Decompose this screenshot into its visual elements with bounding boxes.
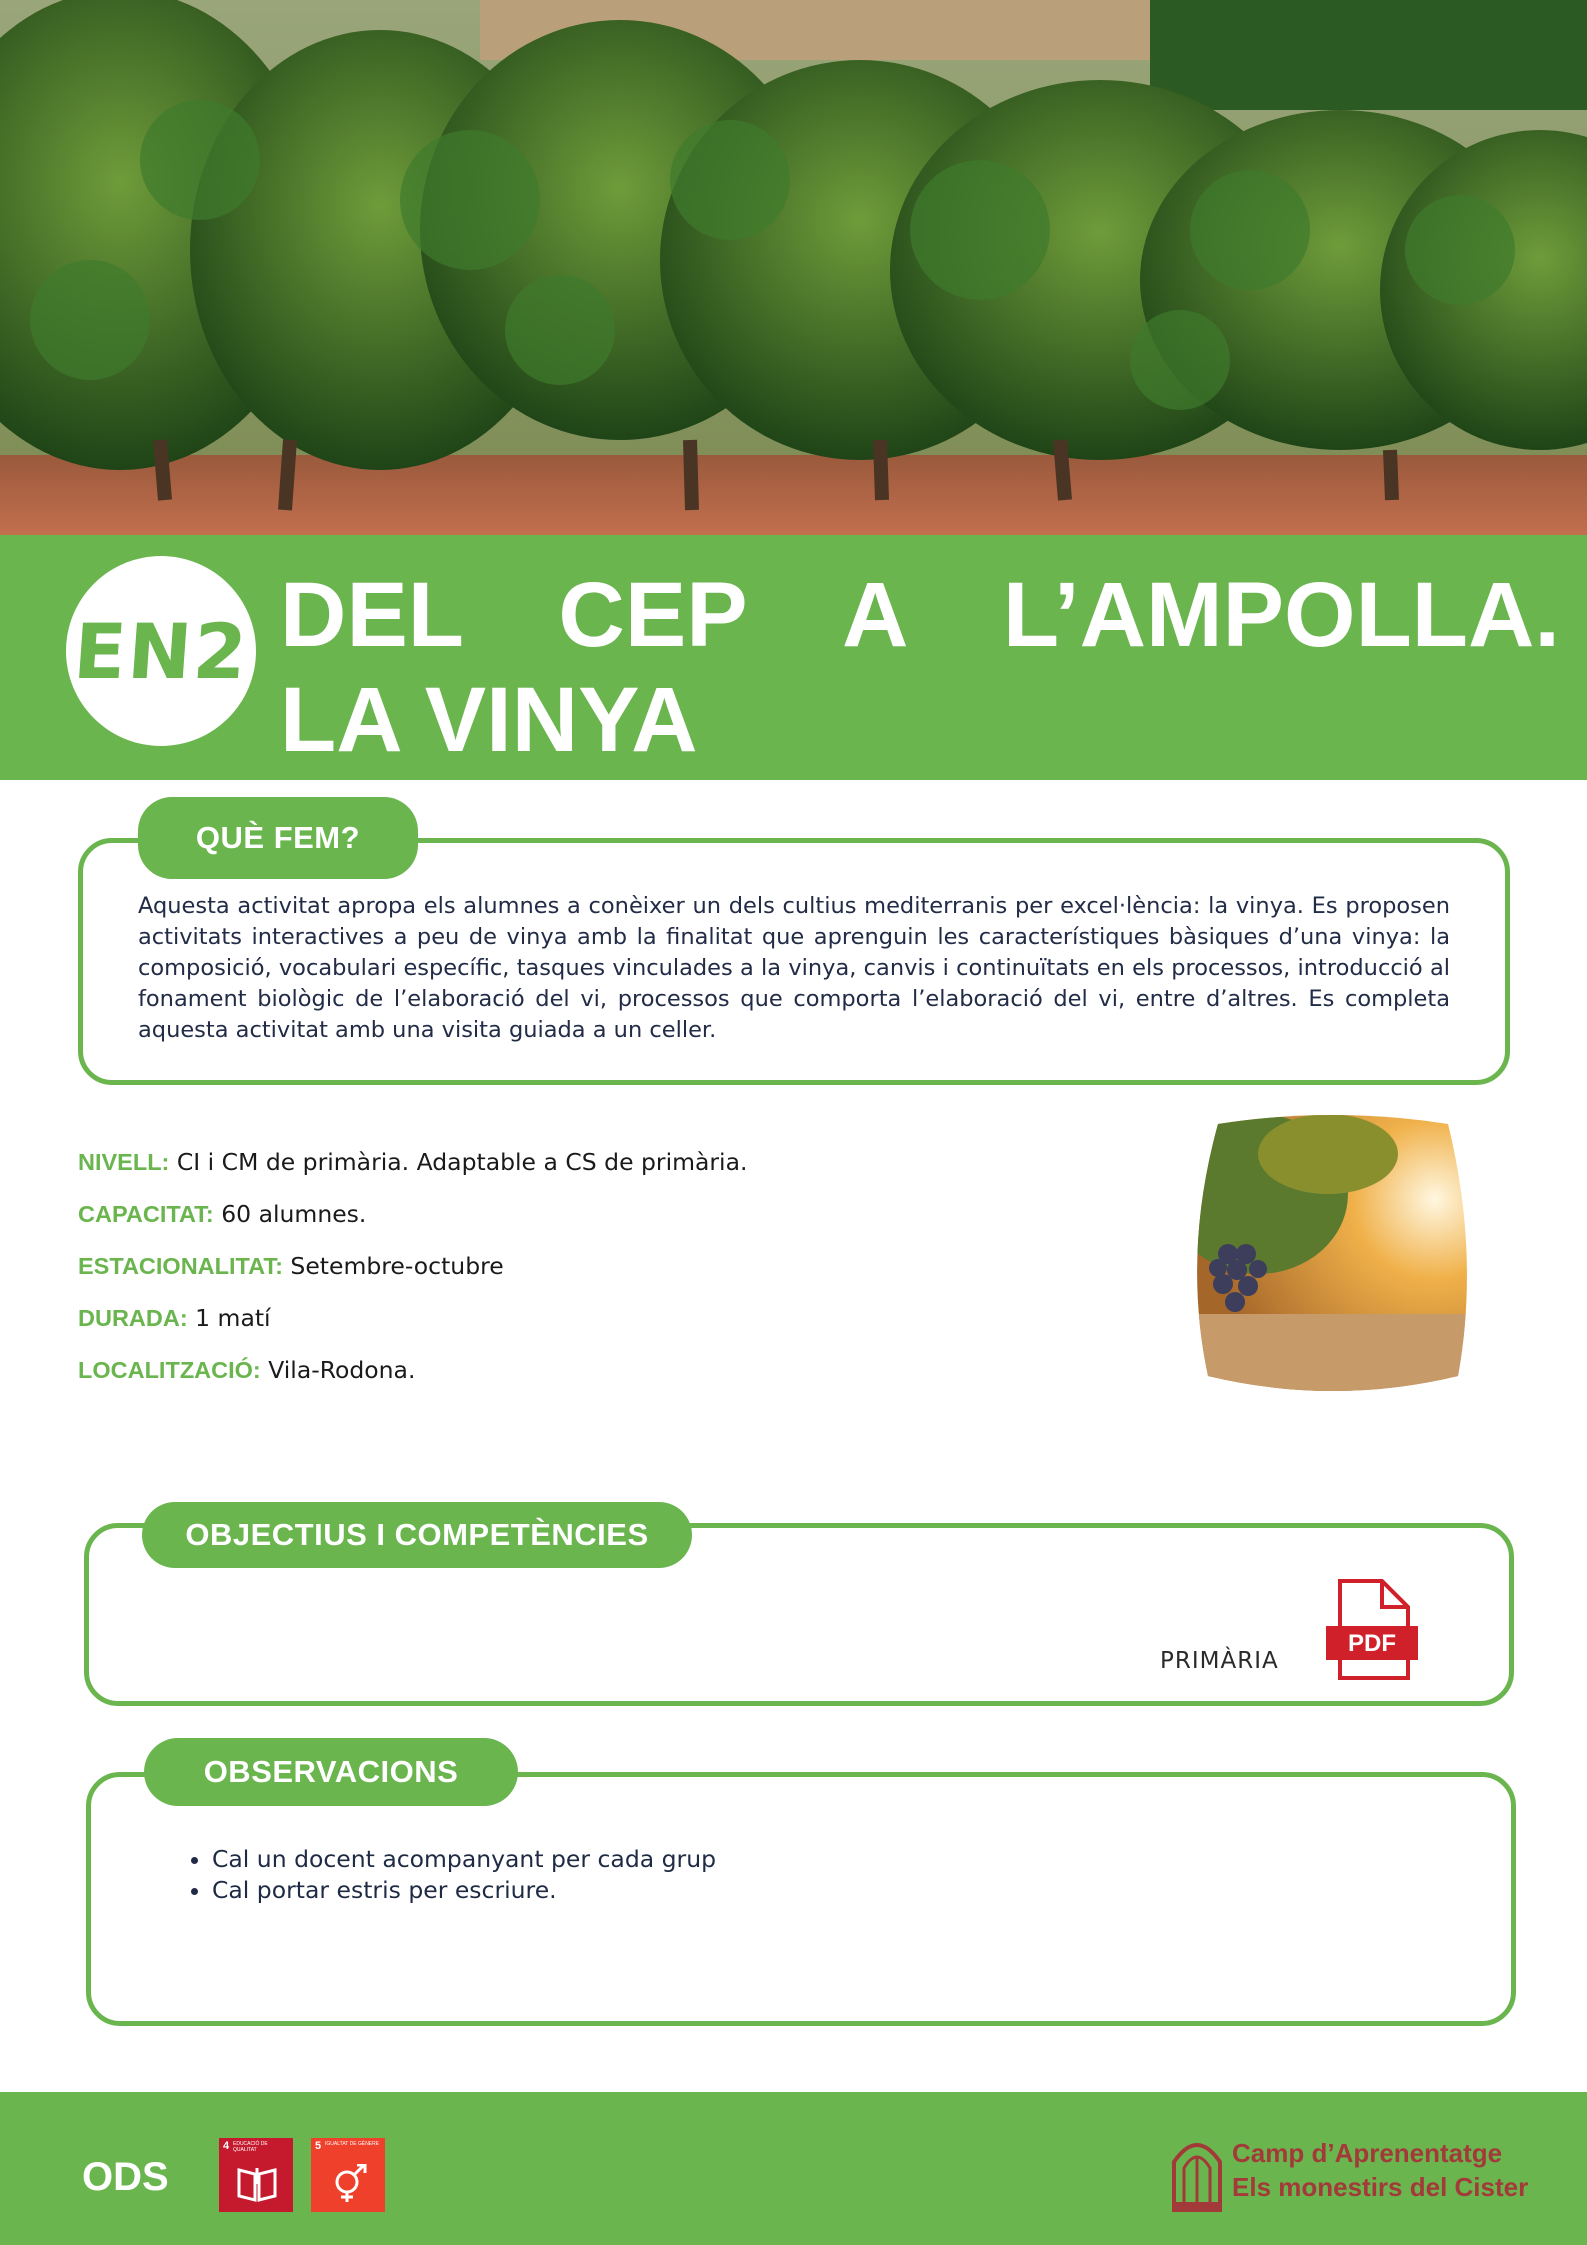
que-fem-heading: QUÈ FEM? <box>138 797 418 879</box>
pdf-text: PDF <box>1348 1630 1396 1657</box>
org-name-line-1: Camp d’Aprenentatge <box>1232 2138 1503 2168</box>
info-key: DURADA: <box>78 1305 188 1331</box>
info-key: LOCALITZACIÓ: <box>78 1357 261 1383</box>
org-name-line-2: Els monestirs del Cister <box>1232 2172 1529 2202</box>
info-key: CAPACITAT: <box>78 1201 214 1227</box>
info-value: Setembre-octubre <box>282 1252 504 1280</box>
observacions-heading: OBSERVACIONS <box>144 1738 518 1806</box>
info-value: CI i CM de primària. Adaptable a CS de primària. <box>169 1148 748 1176</box>
hero-vineyard-photo <box>0 0 1587 535</box>
title-word: L’AMPOLLA. <box>1002 564 1560 666</box>
list-item: • Cal portar estris per escriure. <box>212 1875 716 1906</box>
info-localitzacio <box>78 1356 415 1384</box>
observacions-list <box>182 1844 716 1906</box>
gender-equality-icon <box>329 2164 369 2204</box>
sdg-caption: EDUCACIÓ DE QUALITAT <box>233 2141 268 2153</box>
title-word: DEL <box>280 564 464 666</box>
sdg-number: 5 <box>315 2140 322 2152</box>
title-word: A <box>842 564 909 666</box>
info-value: 1 matí <box>187 1304 271 1332</box>
vineyard-illustration <box>0 0 1587 535</box>
book-icon <box>237 2164 277 2204</box>
activity-code: EN2 <box>70 606 252 696</box>
grapes-photo <box>1188 1114 1478 1398</box>
que-fem-text: Aquesta activitat apropa els alumnes a conèixer un dels cultius mediterranis per excel·lència: la vinya. Es proposen activitats interactives a peu de vinya amb la finalitat que aprenguin les característiques bàsiques d’una vinya: la composició, vocabulari específic, tasques vinculades a la vinya, canvis i continuïtats en els processos, introducció al fonament biològic de l’elaboració del vi, processos que comporta l’elaboració del vi, entre d’altres. Es completa aquesta activitat amb una visita guiada a un celler. <box>138 893 1450 1043</box>
info-durada <box>78 1304 271 1332</box>
info-estacionalitat <box>78 1252 504 1280</box>
page-title-line-2: LA VINYA <box>280 669 698 771</box>
primaria-label: PRIMÀRIA <box>1160 1648 1279 1674</box>
sdg-number: 4 <box>223 2140 230 2152</box>
objectius-heading: OBJECTIUS I COMPETÈNCIES <box>142 1502 692 1568</box>
sdg-caption: IGUALTAT DE GÈNERE <box>325 2141 380 2147</box>
info-capacitat <box>78 1200 366 1228</box>
info-key: NIVELL: <box>78 1149 170 1175</box>
activity-code-badge <box>66 556 256 746</box>
sdg-4-icon <box>219 2138 293 2212</box>
info-nivell <box>78 1148 747 1176</box>
info-value: Vila-Rodona. <box>260 1356 416 1384</box>
page-title-line-1 <box>280 565 1560 665</box>
monastery-arch-icon <box>1170 2132 1224 2212</box>
ods-label: ODS <box>82 2155 169 2199</box>
pdf-icon[interactable] <box>1326 1578 1418 1682</box>
sdg-5-icon <box>311 2138 385 2212</box>
organization-logo <box>1170 2132 1552 2212</box>
info-key: ESTACIONALITAT: <box>78 1253 283 1279</box>
info-value: 60 alumnes. <box>213 1200 367 1228</box>
grapes-illustration <box>1188 1114 1478 1398</box>
title-word: CEP <box>558 564 748 666</box>
list-item: • Cal un docent acompanyant per cada grup <box>212 1844 716 1875</box>
